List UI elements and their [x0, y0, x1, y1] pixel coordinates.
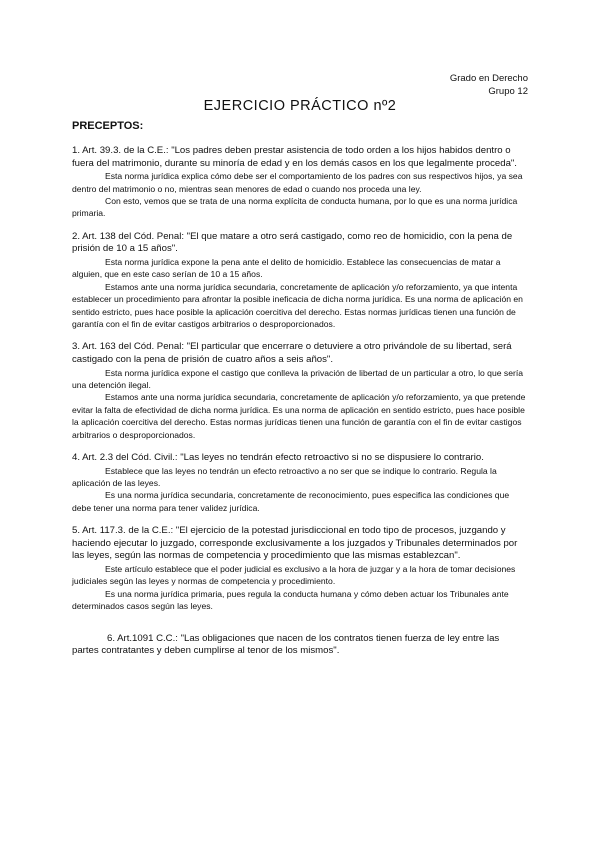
- precept-4: [72, 452, 528, 514]
- precept-comment: Esta norma jurídica explica cómo debe ser el comportamiento de los padres con sus respectivos hijos, ya sea dentro del matrimonio o no, mientras sean menores de edad o cuando nos proceda una ley.: [72, 171, 523, 194]
- precept-comment: Esta norma jurídica expone la pena ante el delito de homicidio. Establece las consecuencias de matar a alguien, que en este caso serían de 10 a 15 años.: [72, 257, 501, 280]
- precept-comment: Con esto, vemos que se trata de una norma explícita de conducta humana, por lo que es una norma jurídica primaria.: [72, 196, 518, 219]
- document-body: [72, 145, 528, 669]
- precept-6: [72, 633, 528, 658]
- precept-comment: Establece que las leyes no tendrán un efecto retroactivo a no ser que se indique lo contrario. Regula la aplicación de las leyes.: [72, 465, 497, 489]
- precept-5: [72, 525, 528, 612]
- precept-comment: Es una norma jurídica primaria, pues regula la conducta humana y cómo deben actuar los Tribunales ante determinados casos según las leyes.: [72, 588, 509, 612]
- page-title: EJERCICIO PRÁCTICO nº2: [203, 98, 397, 114]
- precept-comment: Estamos ante una norma jurídica secundaria, concretamente de aplicación y/o reforzamiento, ya que pretende evitar la falta de efectividad de dicha norma jurídica. Es una norma de aplicación en sentido estricto, pues hace posible la aplicación coercitiva del derecho. Estas normas jurídicas tienen una función de garantía con el fin de evitar castigos arbitrarios o desproporcionados.: [72, 392, 526, 440]
- header-degree: Grado en Derecho: [449, 73, 528, 84]
- precept-comment: Estamos ante una norma jurídica secundaria, concretamente de aplicación y/o reforzamiento, ya que intenta establecer un procedimiento para afrontar la posible ineficacia de dicha norma jurídica. Es una norma de aplicación en sentido estricto, pues hace posible la aplicación coercitiva del derecho. Estas normas jurídicas tienen una función de garantía con el fin de evitar castigos arbitrarios o desproporcionados.: [72, 281, 523, 330]
- precept-comment: Este artículo establece que el poder judicial es exclusivo a la hora de juzgar y a la hora de tomar decisiones judiciales según las leyes y normas de competencia y procedimiento.: [72, 564, 516, 587]
- header-block: [450, 72, 528, 98]
- precept-3: [72, 341, 528, 441]
- precept-quote: 6. Art.1091 C.C.: "Las obligaciones que nacen de los contratos tienen fuerza de ley entre las partes contratantes y deben cumplirse al tenor de los mismos".: [72, 632, 500, 657]
- precept-quote: 5. Art. 117.3. de la C.E.: "El ejercicio de la potestad jurisdiccional en todo tipo de procesos, juzgando y haciendo ejecutar lo juzgado, corresponde exclusivamente a los juzgados y Tribunales determinados por las leyes, según las normas de competencia y procedimiento que las mismas establezcan".: [72, 525, 518, 562]
- precept-comment: Esta norma jurídica expone el castigo que conlleva la privación de libertad de un particular a otro, lo que sería una detención ilegal.: [72, 367, 523, 391]
- precept-quote: 4. Art. 2.3 del Cód. Civil.: "Las leyes no tendrán efecto retroactivo si no se dispusiere lo contrario.: [72, 452, 484, 464]
- header-group: Grupo 12: [488, 86, 528, 97]
- precept-2: [72, 231, 528, 331]
- precept-quote: 3. Art. 163 del Cód. Penal: "El particular que encerrare o detuviere a otro privándole de su libertad, será castigado con la pena de prisión de cuatro años a seis años".: [72, 341, 512, 366]
- precept-1: [72, 145, 528, 220]
- precept-quote: 1. Art. 39.3. de la C.E.: "Los padres deben prestar asistencia de todo orden a los hijos habidos dentro o fuera del matrimonio, durante su minoría de edad y en los demás casos en los que legalmente proceda".: [72, 145, 517, 169]
- precept-comment: Es una norma jurídica secundaria, concretamente de reconocimiento, pues especifica las condiciones que debe tener una norma para tener validez jurídica.: [72, 490, 510, 513]
- precept-quote: 2. Art. 138 del Cód. Penal: "El que matare a otro será castigado, como reo de homicidio, con la pena de prisión de 10 a 15 años".: [72, 230, 513, 255]
- section-heading: PRECEPTOS:: [72, 120, 144, 132]
